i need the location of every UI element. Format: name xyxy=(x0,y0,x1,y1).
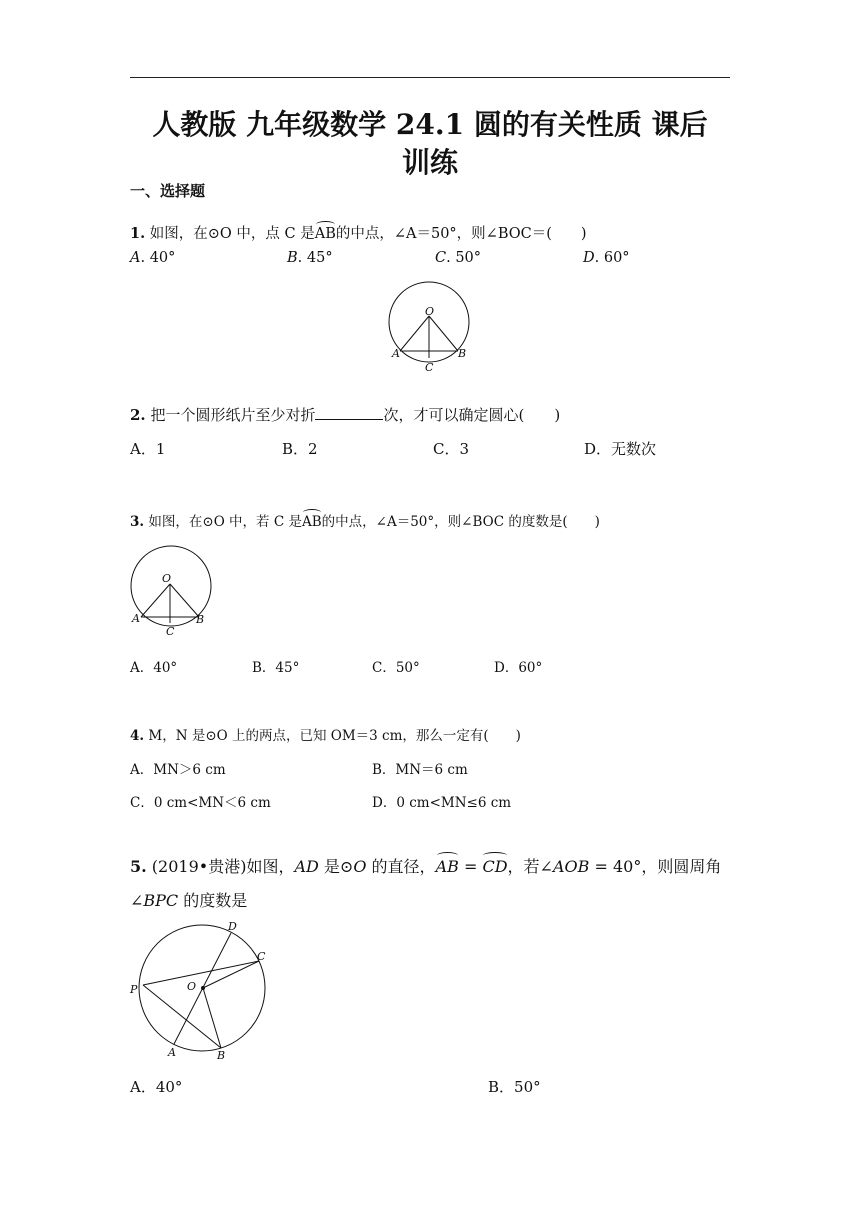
option-b: B．45° xyxy=(252,660,300,676)
option-c: C. 50° xyxy=(435,250,482,266)
question-text: 把一个圆形纸片至少对折 xyxy=(150,406,316,424)
option-b: B．MN＝6 cm xyxy=(372,762,468,778)
page-title: 人教版 九年级数学 24.1 圆的有关性质 课后 xyxy=(152,108,708,141)
question-4 xyxy=(130,724,521,744)
label-d: D xyxy=(228,920,237,933)
question-2 xyxy=(130,404,560,425)
question-1 xyxy=(130,222,587,243)
label-b: B xyxy=(196,613,205,626)
question-text: 如图，在⊙O 中，点 C 是 xyxy=(149,226,315,242)
option-d: D．无数次 xyxy=(584,440,657,458)
option-d: D．60° xyxy=(494,660,543,676)
answer-blank xyxy=(315,407,383,420)
option-c: C．3 xyxy=(433,440,470,458)
label-c: C xyxy=(425,361,434,374)
option-d: D. 60° xyxy=(583,250,630,266)
question-number: 4. xyxy=(130,728,145,744)
label-a: A xyxy=(392,347,400,360)
option-a: A．MN＞6 cm xyxy=(130,762,226,778)
segment-ad: AD xyxy=(294,857,319,876)
arc-ab: AB xyxy=(314,226,336,242)
label-a: A xyxy=(168,1046,176,1059)
question-text: 如图，在⊙O 中，若 C 是 xyxy=(148,514,302,530)
circle-figure-q5 xyxy=(126,916,272,1066)
question-5: 5. (2019•贵港)如图，AD 是⊙O 的直径，AB = CD，若∠AOB = 40°，则圆周角 xyxy=(130,857,722,876)
label-b: B xyxy=(458,347,467,360)
question-text: 的中点，∠A＝50°，则∠BOC 的度数是( ) xyxy=(321,514,600,530)
option-d: D．0 cm<MN≤6 cm xyxy=(372,795,512,811)
circle-figure-q3 xyxy=(126,542,218,642)
label-o: O xyxy=(162,572,172,585)
label-c: C xyxy=(257,950,266,963)
arc-ab: AB xyxy=(301,514,322,530)
question-number: 1. xyxy=(130,225,146,242)
section-heading: 一、选择题 xyxy=(130,182,206,200)
question-number: 5. xyxy=(130,857,147,876)
circle-figure-q1 xyxy=(385,274,475,378)
question-number: 2. xyxy=(130,406,146,424)
label-a: A xyxy=(132,612,140,625)
option-c: C．0 cm<MN＜6 cm xyxy=(130,795,271,811)
page-title-continued: 训练 xyxy=(401,146,458,179)
question-text: 次，才可以确定圆心( ) xyxy=(383,406,561,424)
label-b: B xyxy=(217,1049,226,1062)
question-text: 的中点，∠A＝50°，则∠BOC＝( ) xyxy=(335,226,587,242)
question-text: M，N 是⊙O 上的两点，已知 OM＝3 cm，那么一定有( ) xyxy=(148,728,521,744)
option-b: B．50° xyxy=(488,1078,541,1096)
label-o: O xyxy=(187,980,197,993)
label-c: C xyxy=(166,625,175,638)
option-c: C．50° xyxy=(372,660,420,676)
option-a: A．40° xyxy=(130,1078,183,1096)
header-rule xyxy=(130,77,730,78)
angle-aob: AOB xyxy=(552,857,590,876)
angle-bpc: BPC xyxy=(143,891,179,910)
question-5-line2: ∠BPC 的度数是 xyxy=(130,891,248,910)
option-a: A．1 xyxy=(130,440,166,458)
label-p: P xyxy=(130,983,138,996)
option-b: B．2 xyxy=(282,440,318,458)
question-3 xyxy=(130,510,600,530)
option-b: B. 45° xyxy=(287,250,333,266)
arc-cd: CD xyxy=(482,857,508,876)
arc-ab: AB xyxy=(435,857,459,876)
option-a: A．40° xyxy=(130,660,178,676)
option-a: A. 40° xyxy=(130,250,176,266)
question-number: 3. xyxy=(130,514,145,530)
label-o: O xyxy=(425,305,435,318)
